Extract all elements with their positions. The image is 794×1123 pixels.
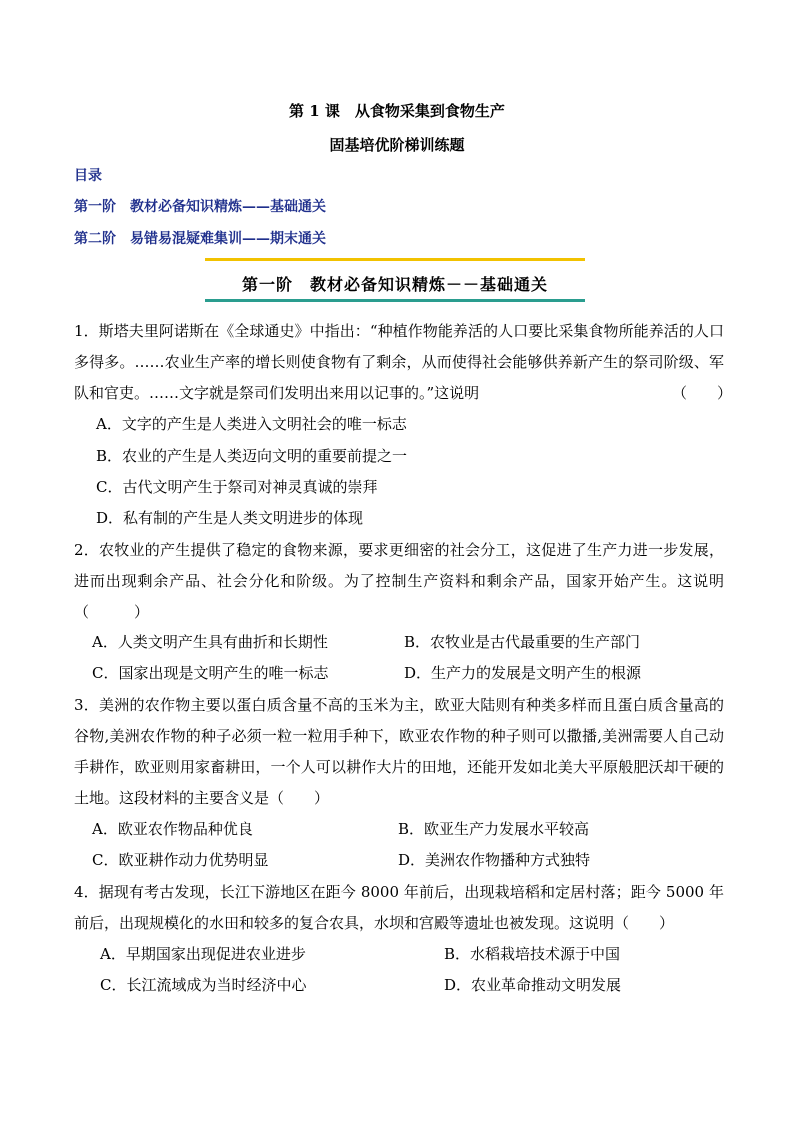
question-1-option-a: A．文字的产生是人类进入文明社会的唯一标志 <box>96 415 407 433</box>
question-1-option-d: D．私有制的产生是人类文明进步的体现 <box>96 509 364 527</box>
toc-item-2[interactable]: 第二阶 易错易混疑难集训——期末通关 <box>74 231 326 247</box>
lesson-title: 第 1 课 从食物采集到食物生产 <box>289 102 505 120</box>
question-3-option-d: D．美洲农作物播种方式独特 <box>398 851 591 869</box>
section-banner <box>205 258 585 302</box>
toc-item-1[interactable]: 第一阶 教材必备知识精炼——基础通关 <box>74 199 326 215</box>
page-subtitle: 固基培优阶梯训练题 <box>329 136 465 154</box>
question-2-option-a: A．人类文明产生具有曲折和长期性 <box>92 633 328 651</box>
question-1-option-b: B．农业的产生是人类迈向文明的重要前提之一 <box>96 447 408 465</box>
question-3-option-c: C．欧亚耕作动力优势明显 <box>92 851 269 869</box>
question-2-stem: 2．农牧业的产生提供了稳定的食物来源，要求更细密的社会分工，这促进了生产力进一步发展，进而出现剩余产品、社会分化和阶级。为了控制生产资料和剩余产品，国家开始产生。这说明（ ） <box>74 541 724 621</box>
question-4-option-b: B．水稻栽培技术源于中国 <box>444 945 621 963</box>
question-2-option-b: B．农牧业是古代最重要的生产部门 <box>404 633 641 651</box>
question-4-stem: 4．据现有考古发现，长江下游地区在距今 8000 年前后，出现栽培稻和定居村落；距今 5000 年前后，出现规模化的水田和较多的复合农具，水坝和宫殿等遗址也被发现。这说明（ ） <box>74 883 724 932</box>
question-3-option-b: B．欧亚生产力发展水平较高 <box>398 820 590 838</box>
question-3-option-a: A．欧亚农作物品种优良 <box>92 820 253 838</box>
toc-heading: 目录 <box>74 168 102 184</box>
question-2-option-c: C．国家出现是文明产生的唯一标志 <box>92 664 329 682</box>
question-1-stem: 1．斯塔夫里阿诺斯在《全球通史》中指出：“种植作物能养活的人口要比采集食物所能养活的人口多得多。……农业生产率的增长则使食物有了剩余，从而使得社会能够供养新产生的祭司阶级、军队和官吏。……文字就是祭司们发明出来用以记事的。”这说明 <box>74 322 724 402</box>
question-4-option-a: A．早期国家出现促进农业进步 <box>100 945 306 963</box>
question-1-option-c: C．古代文明产生于祭司对神灵真诚的崇拜 <box>96 478 378 496</box>
question-2-option-d: D．生产力的发展是文明产生的根源 <box>404 664 642 682</box>
question-1-answer-blank: （ ） <box>672 384 733 402</box>
question-3-stem: 3．美洲的农作物主要以蛋白质含量不高的玉米为主，欧亚大陆则有种类多样而且蛋白质含量高的谷物,美洲农作物的种子必须一粒一粒用手种下，欧亚农作物的种子则可以撒播,美洲需要人自己动手耕作，欧亚则用家畜耕田，一个人可以耕作大片的田地，还能开发如北美大平原般肥沃却干硬的土地。这段材料的主要含义是（ ） <box>74 696 724 807</box>
question-4-option-d: D．农业革命推动文明发展 <box>444 976 622 994</box>
question-4-option-c: C．长江流域成为当时经济中心 <box>100 976 307 994</box>
section-banner-text: 第一阶 教材必备知识精炼－－基础通关 <box>241 275 548 294</box>
